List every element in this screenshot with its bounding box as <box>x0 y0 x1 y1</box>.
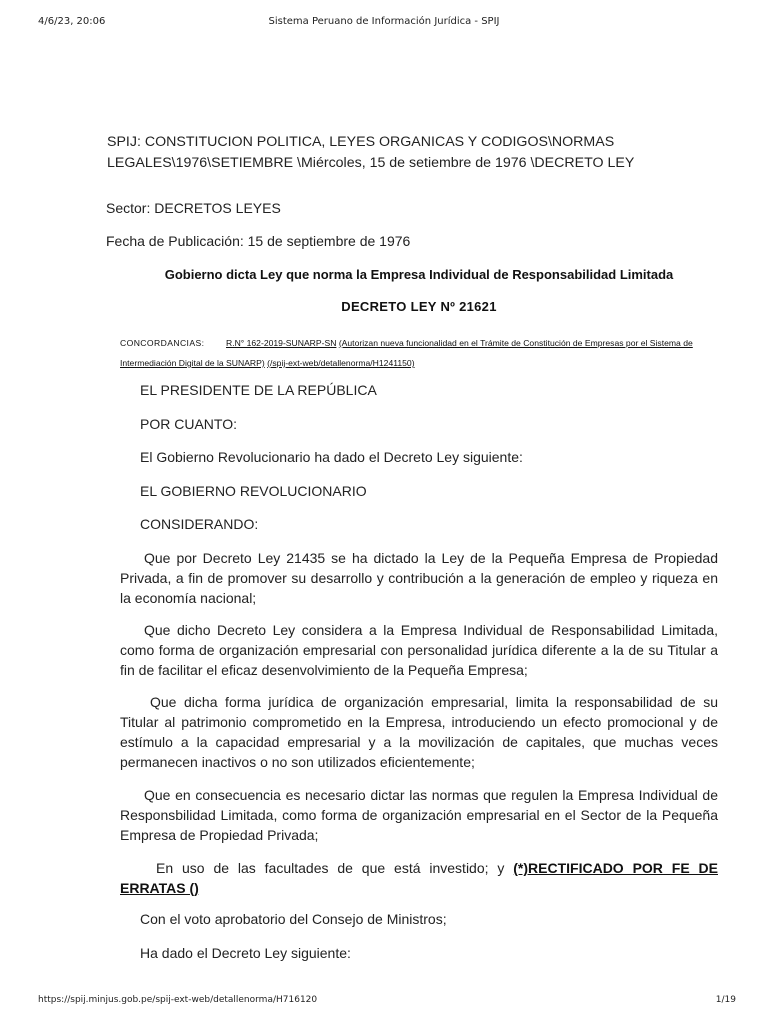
line-por-cuanto: POR CUANTO: <box>140 416 237 432</box>
paragraph-1: Que por Decreto Ley 21435 se ha dictado la Ley de la Pequeña Empresa de Propiedad Privada, a fin de promover su desarrollo y contribución a la generación de empleo y riqueza en la economía nacional; <box>120 550 718 606</box>
line-considerando: CONSIDERANDO: <box>140 516 259 532</box>
paragraph-4: Que en consecuencia es necesario dictar las normas que regulen la Empresa Individual de Responsbilidad Limitada, como forma de organización empresarial en el Sector de la Pequeña Empresa de Propiedad Privada; <box>120 787 718 843</box>
print-page-title: Sistema Peruano de Información Jurídica - SPIJ <box>268 16 500 27</box>
line-con-voto: Con el voto aprobatorio del Consejo de Ministros; <box>140 911 447 927</box>
paragraph-3: Que dicha forma jurídica de organización empresarial, limita la responsabilidad de su Titular al patrimonio comprometido en la Empresa, introduciendo un efecto promocional y de estímulo a la capacidad empresarial y a la movilización de capitales, que muchas veces permanecen inactivos o no son utilizados eficientemente; <box>120 694 718 770</box>
paragraph-5: En uso de las facultades de que está investido; y (*)RECTIFICADO POR FE DE ERRATAS () <box>120 860 718 896</box>
publication-date: Fecha de Publicación: 15 de septiembre de 1976 <box>106 233 411 249</box>
print-datetime: 4/6/23, 20:06 <box>38 16 106 27</box>
concordancia-link-code[interactable]: R.N° 162-2019-SUNARP-SN <box>226 338 337 348</box>
fe-de-erratas-link[interactable]: (*)RECTIFICADO POR FE DE ERRATAS () <box>120 860 718 896</box>
concordancia-link-text[interactable]: (Autorizan nueva funcionalidad en el Trámite de Constitución de Empresas por el Sistema de Intermediación Digital de la SUNARP) <box>120 338 693 368</box>
concordancia-link-path[interactable]: (/spij-ext-web/detallenorma/H1241150) <box>267 358 415 368</box>
line-ha-dado: Ha dado el Decreto Ley siguiente: <box>140 945 351 961</box>
page-number: 1/19 <box>715 995 736 1005</box>
decree-number: DECRETO LEY Nº 21621 <box>341 299 497 314</box>
sector-line: Sector: DECRETOS LEYES <box>106 200 281 216</box>
document-title: Gobierno dicta Ley que norma la Empresa Individual de Responsabilidad Limitada <box>164 267 674 282</box>
concordancias-label: CONCORDANCIAS: <box>120 338 205 348</box>
line-gobierno-dado: El Gobierno Revolucionario ha dado el Decreto Ley siguiente: <box>140 449 523 465</box>
concordancias-block <box>120 333 720 373</box>
line-gobierno: EL GOBIERNO REVOLUCIONARIO <box>140 483 367 499</box>
print-url: https://spij.minjus.gob.pe/spij-ext-web/detallenorma/H716120 <box>38 995 318 1005</box>
breadcrumb: SPIJ: CONSTITUCION POLITICA, LEYES ORGANICAS Y CODIGOS\NORMAS LEGALES\1976\SETIEMBRE \Miércoles, 15 de setiembre de 1976 \DECRETO LEY <box>107 134 635 171</box>
line-presidente: EL PRESIDENTE DE LA REPÚBLICA <box>140 382 377 398</box>
paragraph-2: Que dicho Decreto Ley considera a la Empresa Individual de Responsabilidad Limitada, como forma de organización empresarial con personalidad jurídica diferente a la de su Titular a fin de facilitar el eficaz desenvolvimiento de la Pequeña Empresa; <box>120 622 718 678</box>
